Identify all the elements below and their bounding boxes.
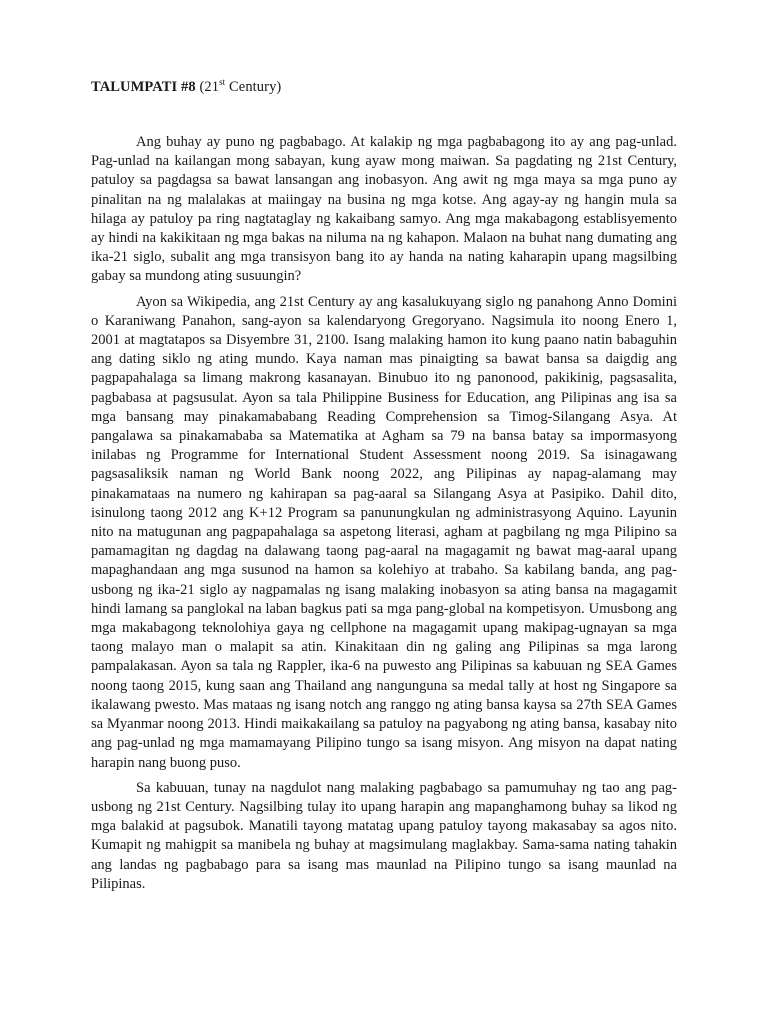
paragraph-body: Ayon sa Wikipedia, ang 21st Century ay ang kasalukuyang siglo ng panahong Anno Domini o Karaniwang Panahon, sang-ayon sa kalendaryong Gregoryano. Nagsimula ito noong Enero 1, 2001 at magtatapos sa Disyembre 31, 2100. Isang malaking hamon ito kung paano natin babaguhin ang dating siklo ng ating mundo. Kaya naman mas pinaigting sa bawat bansa sa daigdig ang pagpapahalaga sa limang makrong kasanayan. Binubuo ito ng panonood, pakikinig, pagsasalita, pagbabasa at pagsusulat. Ayon sa tala Philippine Business for Education, ang Pilipinas ang isa sa mga bansang may pinakamababang Reading Comprehension sa Timog-Silangang Asya. At pangalawa sa pinakamababa sa Matematika at Agham sa 79 na bansa batay sa impormasyong inilabas ng Programme for International Student Assessment noong 2019. Sa isinagawang pagsasaliksik naman ng World Bank noong 2022, ang Pilipinas ay napag-alamang may pinakamataas na numero ng kahirapan sa pag-aaral sa Silangang Asya at Pasipiko. Dahil dito, isinulong taong 2012 ang K+12 Program sa panunungkulan ng administrasyong Aquino. Layunin nito na matugunan ang pagpapahalaga sa aspetong literasi, agham at pagbilang ng mga Pilipino sa pamamagitan ng dagdag na dalawang taong pag-aaral na magagamit ng bawat mag-aaral upang mapaghandaan ang mga susunod na hamon sa kolehiyo at trabaho. Sa kabilang banda, ang pag-usbong ng ika-21 siglo ay nagpamalas ng isang malaking inobasyon sa ating bansa na magagamit hindi lamang sa panglokal na laban bagkus pati sa mga pang-global na kompetisyon. Umusbong ang mga makabagong teknolohiya gaya ng cellphone na magagamit upang makipag-ugnayan sa mga taong malayo man o malapit sa atin. Kinakitaan din ng galing ang Pilipinas sa mga larong pampalakasan. Ayon sa tala ng Rappler, ika-6 na puwesto ang Pilipinas sa kabuuan ng SEA Games noong taong 2015, kung saan ang Thailand ang nangunguna sa medal tally at host ng Singapore sa ikalawang pwesto. Mas mataas ng isang notch ang ranggo ng ating bansa kaysa sa 27th SEA Games sa Myanmar noong 2013. Hindi maikakailang sa patuloy na pagyabong ng ating bansa, kasabay nito ang pag-unlad ng mga mamamayang Pilipino tungo sa isang misyon. Ang misyon na dapat nating harapin nang buong puso. xyxy=(91,293,677,771)
title-main: TALUMPATI #8 xyxy=(91,79,196,95)
document-title xyxy=(91,78,677,96)
title-paren-open: (21 xyxy=(195,79,220,95)
title-paren-rest: Century) xyxy=(225,79,282,95)
title-superscript: st xyxy=(219,77,226,88)
paragraph-conclusion: Sa kabuuan, tunay na nagdulot nang malaking pagbabago sa pamumuhay ng tao ang pag-usbong ng 21st Century. Nagsilbing tulay ito upang harapin ang mapanghamong buhay sa likod ng mga balakid at pagsubok. Manatili tayong matatag upang patuloy tayong makasabay sa agos nito. Kumapit ng mahigpit sa manibela ng buhay at magsimulang maglakbay. Sama-sama nating tahakin ang landas ng pagbabago para sa isang mas maunlad na Pilipino tungo sa isang maunlad na Pilipinas. xyxy=(91,779,677,892)
paragraph-intro: Ang buhay ay puno ng pagbabago. At kalakip ng mga pagbabagong ito ay ang pag-unlad. Pag-unlad na kailangan mong sabayan, kung ayaw mong maiwan. Sa pagdating ng 21st Century, patuloy sa pagdagsa sa bawat lansangan ang inobasyon. Ang awit ng mga maya sa mga puno ay pinalitan na ng malalakas at maiingay na busina ng mga kotse. Ang agay-ay ng hangin mula sa hilaga ay patuloy pa ring nagtataglay ng kakaibang samyo. Ang mga makabagong establisyemento ay hindi na kakikitaan ng mga bakas na niluma na ng kahapon. Malaon na buhat nang dumating ang ika-21 siglo, subalit ang mga transisyon bang ito ay handa na nating kaharapin upang magsilbing gabay sa mundong ating susuungin? xyxy=(91,134,677,285)
